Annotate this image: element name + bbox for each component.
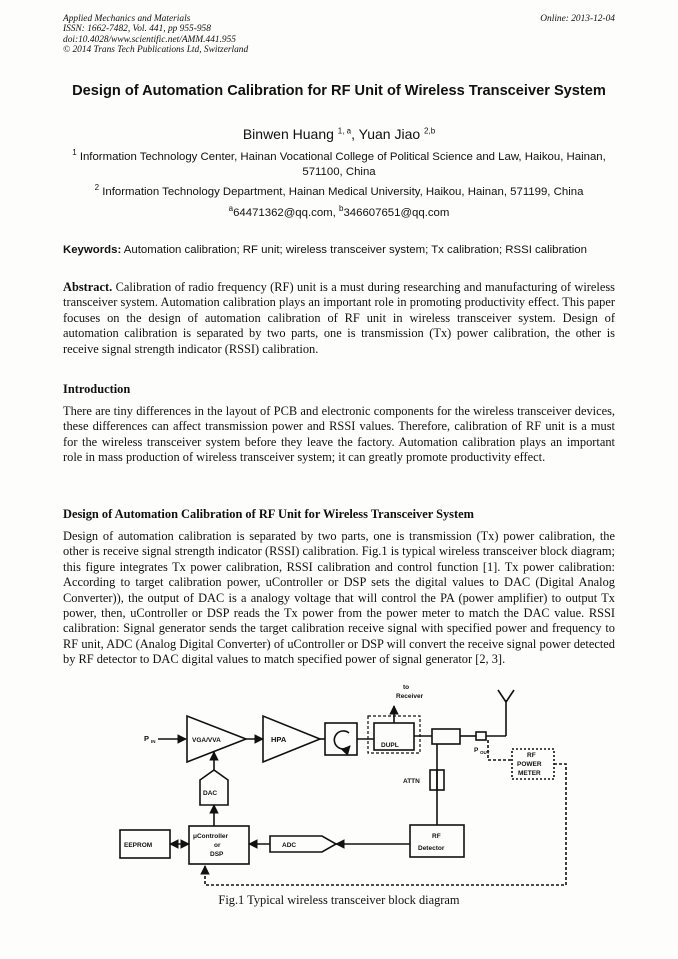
vga-label: VGA/VVA — [192, 737, 221, 744]
rf-detector-label-1: RF — [432, 833, 441, 840]
coupler-box — [432, 729, 460, 744]
email-b[interactable]: 346607651@qq.com — [343, 207, 450, 219]
rf-detector-label-2: Detector — [418, 845, 445, 852]
journal-issn: ISSN: 1662-7482, Vol. 441, pp 955-958 — [63, 24, 211, 35]
journal-doi[interactable]: doi:10.4028/www.scientific.net/AMM.441.955 — [63, 34, 236, 45]
section-text-introduction: There are tiny differences in the layout of PCB and electronic components for the wireless transceiver devices, these differences can affect transmission power and RSSI values. Therefore, calibration of RF unit is a must for the wireless transceiver system before they leave the factory. Automation calibration plays an important role in mass production of wireless transceiver system; it can greatly promote productivity effect. — [63, 404, 615, 465]
affiliation-1-number: 1 — [72, 148, 77, 158]
author-2-affiliation: 2,b — [424, 126, 436, 136]
figure-caption: Fig.1 Typical wireless transceiver block diagram — [218, 893, 460, 907]
controller-label-1: μController — [193, 833, 229, 840]
author-1-affiliation: 1, a — [337, 126, 352, 136]
affiliation-2-text: Information Technology Department, Hainan Medical University, Haikou, Hainan, 571199, China — [102, 186, 584, 198]
affiliation-1-text: Information Technology Center, Hainan Vocational College of Political Science and Law, Haikou, Hainan, 571100, China — [79, 151, 606, 178]
pout-sub-label: OUT — [480, 750, 490, 755]
controller-label-2: or — [214, 842, 221, 849]
power-meter-dashed-line — [488, 740, 512, 760]
affiliation-2-number: 2 — [94, 183, 100, 193]
dupl-label: DUPL — [381, 742, 399, 749]
author-2: Yuan Jiao — [358, 126, 421, 142]
hpa-label: HPA — [271, 735, 287, 744]
abstract-label: Abstract. — [63, 280, 113, 294]
controller-label-3: DSP — [210, 851, 224, 858]
dac-shape — [200, 770, 228, 805]
power-meter-label-3: METER — [518, 770, 541, 777]
rf-detector-box — [410, 825, 464, 857]
output-port — [476, 732, 486, 740]
keywords-label: Keywords: — [63, 244, 122, 256]
section-heading-design: Design of Automation Calibration of RF Unit for Wireless Transceiver System — [63, 507, 474, 521]
paper-title: Design of Automation Calibration for RF Unit of Wireless Transceiver System — [72, 83, 606, 99]
email-b-marker: b — [339, 204, 344, 214]
author-separator: , — [351, 126, 359, 142]
power-meter-label-1: RF — [527, 752, 536, 759]
section-text-design: Design of automation calibration is separated by two parts, one is transmission (Tx) power calibration, the other is receive signal strength indicator (RSSI) calibration. Fig.1 is typical wireless transceiver block diagram; this figure integrates Tx power calibration, RSSI calibration and control function [1]. Tx power calibration: According to target calibration power, uController or DSP sets the digital values to DAC (Digital Analog Converter)), the output of DAC is a analogy voltage that will control the PA (power amplifier) to output Tx power, then, uController or DSP reads the Tx power from the power meter to match the DAC value. RSSI calibration: Signal generator sends the target calibration receive signal with specified power and frequency to RF unit, ADC (Analog Digital Converter) of uController or DSP will convert the receive signal power detected by RF detector to DAC digital values to match specified power of signal generator [2, 3]. — [63, 529, 615, 667]
pout-label: P — [474, 747, 479, 754]
author-1: Binwen Huang — [242, 126, 334, 142]
power-meter-label-2: POWER — [517, 761, 542, 768]
keywords-text: Automation calibration; RF unit; wireless transceiver system; Tx calibration; RSSI calibration — [121, 244, 587, 256]
feedback-loop — [205, 764, 566, 885]
eeprom-label: EEPROM — [124, 842, 153, 849]
email-a-marker: a — [228, 204, 234, 214]
attn-label: ATTN — [403, 778, 420, 785]
online-date: Online: 2013-12-04 — [540, 14, 615, 24]
pin-label: P — [144, 734, 150, 743]
circulator-box — [325, 723, 357, 755]
section-heading-introduction: Introduction — [63, 382, 131, 396]
adc-label: ADC — [282, 842, 297, 849]
abstract-text: Calibration of radio frequency (RF) unit is a must during researching and manufacturing of wireless transceiver system. Automation calibration plays an important role in promoting productivity effect. This paper focuses on the design of automation calibration of RF unit in wireless transceiver system. Design of automation calibration is separated by two parts, one is transmission (Tx) power calibration, the other is receive signal strength indicator (RSSI) calibration. — [63, 280, 615, 356]
dac-label: DAC — [203, 790, 218, 797]
journal-copyright: © 2014 Trans Tech Publications Ltd, Switzerland — [63, 44, 249, 55]
adc-shape — [270, 836, 336, 852]
receiver-label: Receiver — [396, 693, 424, 700]
journal-name: Applied Mechanics and Materials — [63, 14, 191, 24]
pin-sub-label: IN — [151, 739, 156, 744]
circulator-icon — [334, 731, 350, 749]
to-label: to — [403, 684, 410, 691]
email-a[interactable]: 64471362@qq.com, — [233, 207, 339, 219]
